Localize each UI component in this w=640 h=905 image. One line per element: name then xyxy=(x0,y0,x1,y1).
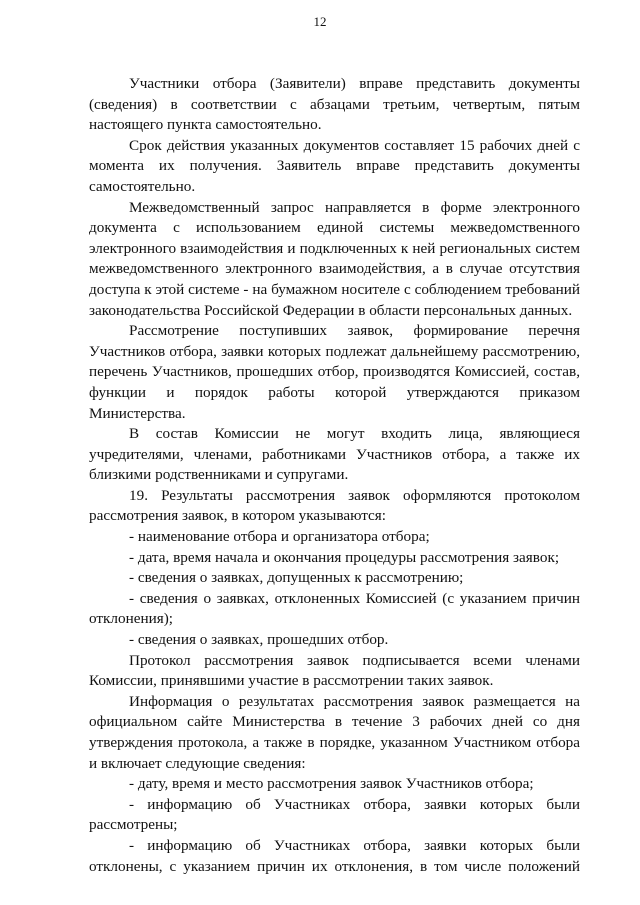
paragraph: Рассмотрение поступивших заявок, формирование перечня Участников отбора, заявки которых подлежат дальнейшему рассмотрению, перечень Участников, прошедших отбор, производятся Комиссией, состав, функции и порядок работы которой утверждаются приказом Министерства. xyxy=(89,322,580,422)
list-item: - дату, время и место рассмотрения заявок Участников отбора; xyxy=(129,775,534,793)
paragraph: Межведомственный запрос направляется в форме электронного документа с использованием единой системы межведомственного электронного взаимодействия и подключенных к ней региональных систем межведомственного электронного взаимодействия, а в случае отсутствия доступа к этой системе - на бумажном носителе с соблюдением требований законодательства Российской Федерации в области персональных данных. xyxy=(89,198,580,319)
paragraph: 19. Результаты рассмотрения заявок оформляются протоколом рассмотрения заявок, в котором указываются: xyxy=(89,486,580,525)
paragraph: Срок действия указанных документов составляет 15 рабочих дней с момента их получения. Заявитель вправе представить документы самостоятельно. xyxy=(89,136,580,195)
list-item: - информацию об Участниках отбора, заявки которых были отклонены, с указанием причин их отклонения, в том числе положений xyxy=(89,836,580,875)
paragraph: Участники отбора (Заявители) вправе представить документы (сведения) в соответствии с абзацами третьим, четвертым, пятым настоящего пункта самостоятельно. xyxy=(89,75,580,134)
list-item: - дата, время начала и окончания процедуры рассмотрения заявок; xyxy=(129,548,560,566)
paragraph: В состав Комиссии не могут входить лица, являющиеся учредителями, членами, работниками Участников отбора, а также их близкими родственниками и супругами. xyxy=(89,425,580,484)
paragraph: Информация о результатах рассмотрения заявок размещается на официальном сайте Министерства в течение 3 рабочих дней со дня утверждения протокола, а также в порядке, указанном Участником отбора и включает следующие сведения: xyxy=(89,692,580,772)
page-number: 12 xyxy=(313,14,327,29)
document-body xyxy=(89,74,580,877)
paragraph: Протокол рассмотрения заявок подписывается всеми членами Комиссии, принявшими участие в рассмотрении таких заявок. xyxy=(89,651,580,690)
list-item: - сведения о заявках, допущенных к рассмотрению; xyxy=(129,569,464,587)
list-item: - наименование отбора и организатора отбора; xyxy=(129,528,430,546)
list-item: - сведения о заявках, прошедших отбор. xyxy=(129,631,389,649)
list-item: - сведения о заявках, отклоненных Комиссией (с указанием причин отклонения); xyxy=(89,589,580,628)
list-item: - информацию об Участниках отбора, заявки которых были рассмотрены; xyxy=(89,795,580,834)
